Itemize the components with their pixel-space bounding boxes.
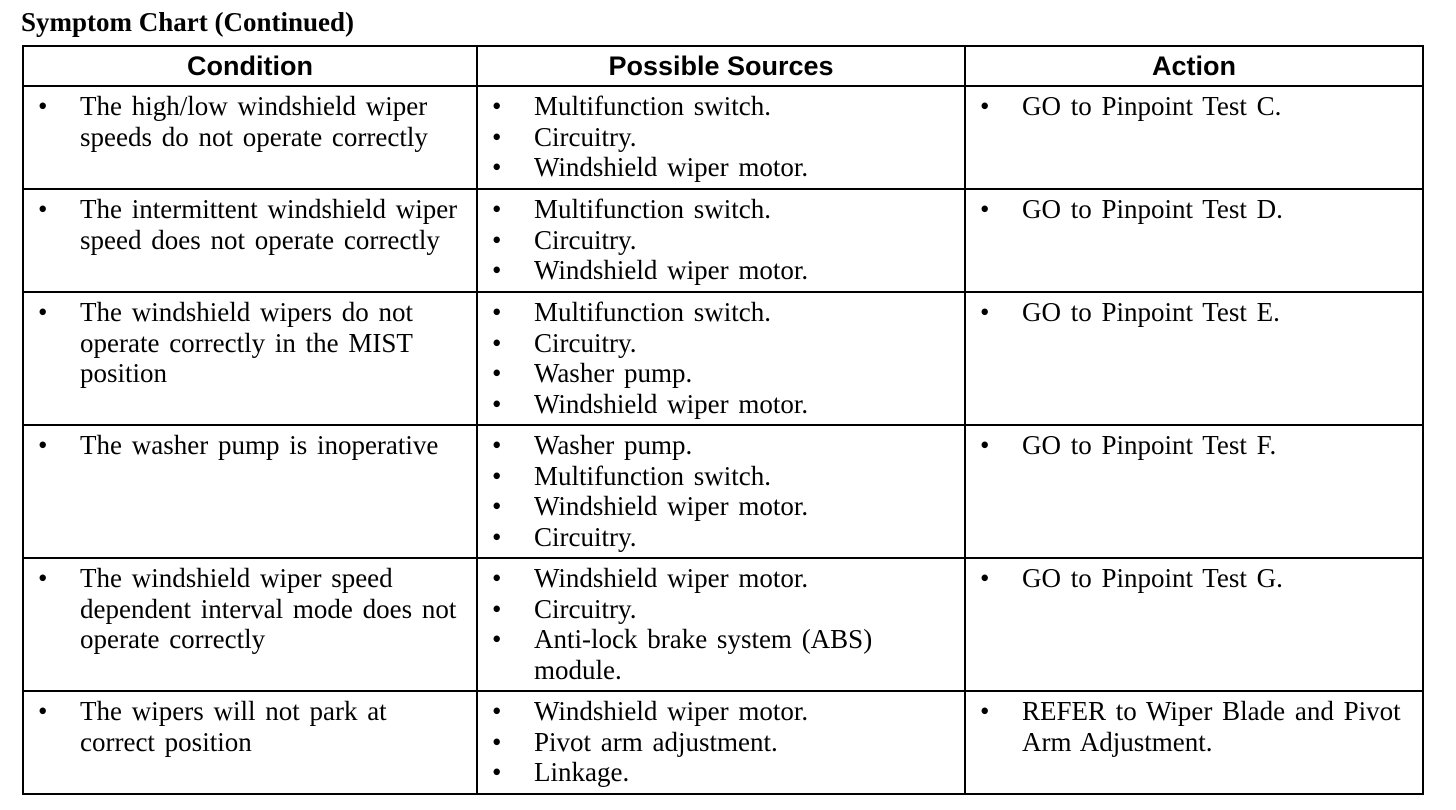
list-item: • Washer pump. bbox=[492, 430, 958, 461]
table-row bbox=[23, 558, 1423, 691]
list-item: • Windshield wiper motor. bbox=[492, 152, 958, 183]
bullet-list bbox=[38, 430, 470, 461]
table-row bbox=[23, 425, 1423, 558]
bullet-list bbox=[38, 696, 470, 757]
symptom-table bbox=[22, 45, 1424, 795]
bullet-list bbox=[38, 297, 470, 389]
action-cell bbox=[965, 558, 1423, 691]
list-item: • The windshield wipers do not operate correctly in the MIST position bbox=[38, 297, 470, 389]
possible-sources-cell bbox=[477, 292, 965, 425]
list-item: • Pivot arm adjustment. bbox=[492, 727, 958, 758]
list-item: • The intermittent windshield wiper speed does not operate correctly bbox=[38, 194, 470, 255]
list-item: • Windshield wiper motor. bbox=[492, 255, 958, 286]
possible-sources-cell bbox=[477, 558, 965, 691]
column-header-action: Action bbox=[965, 46, 1423, 86]
list-item: • GO to Pinpoint Test D. bbox=[980, 194, 1416, 225]
bullet-list bbox=[38, 91, 470, 152]
bullet-list bbox=[492, 91, 958, 183]
list-item: • GO to Pinpoint Test C. bbox=[980, 91, 1416, 122]
list-item: • REFER to Wiper Blade and Pivot Arm Adjustment. bbox=[980, 696, 1416, 757]
list-item: • The high/low windshield wiper speeds do not operate correctly bbox=[38, 91, 470, 152]
condition-cell bbox=[23, 292, 477, 425]
table-header-row bbox=[23, 46, 1423, 86]
condition-cell bbox=[23, 558, 477, 691]
list-item: • Multifunction switch. bbox=[492, 91, 958, 122]
action-cell bbox=[965, 292, 1423, 425]
possible-sources-cell bbox=[477, 425, 965, 558]
list-item: • GO to Pinpoint Test G. bbox=[980, 563, 1416, 594]
table-row bbox=[23, 86, 1423, 189]
condition-cell bbox=[23, 189, 477, 292]
bullet-list bbox=[980, 563, 1416, 594]
list-item: • Circuitry. bbox=[492, 328, 958, 359]
bullet-list bbox=[980, 430, 1416, 461]
page-title: Symptom Chart (Continued) bbox=[21, 7, 355, 37]
list-item: • Windshield wiper motor. bbox=[492, 389, 958, 420]
list-item: • Circuitry. bbox=[492, 225, 958, 256]
bullet-list bbox=[980, 297, 1416, 328]
list-item: • Circuitry. bbox=[492, 522, 958, 553]
condition-cell bbox=[23, 425, 477, 558]
action-cell bbox=[965, 86, 1423, 189]
list-item: • Circuitry. bbox=[492, 594, 958, 625]
bullet-list bbox=[492, 430, 958, 552]
list-item: • Multifunction switch. bbox=[492, 297, 958, 328]
table-row bbox=[23, 189, 1423, 292]
condition-cell bbox=[23, 691, 477, 794]
bullet-list bbox=[492, 194, 958, 286]
bullet-list bbox=[38, 194, 470, 255]
list-item: • The windshield wiper speed dependent interval mode does not operate correctly bbox=[38, 563, 470, 655]
possible-sources-cell bbox=[477, 189, 965, 292]
list-item: • GO to Pinpoint Test E. bbox=[980, 297, 1416, 328]
bullet-list bbox=[980, 194, 1416, 225]
possible-sources-cell bbox=[477, 86, 965, 189]
list-item: • The wipers will not park at correct position bbox=[38, 696, 470, 757]
table-row bbox=[23, 691, 1423, 794]
list-item: • Windshield wiper motor. bbox=[492, 563, 958, 594]
list-item: • The washer pump is inoperative bbox=[38, 430, 470, 461]
bullet-list bbox=[980, 696, 1416, 757]
table-row bbox=[23, 292, 1423, 425]
table-body bbox=[23, 86, 1423, 794]
action-cell bbox=[965, 189, 1423, 292]
bullet-list bbox=[492, 563, 958, 685]
list-item: • Circuitry. bbox=[492, 122, 958, 153]
list-item: • Windshield wiper motor. bbox=[492, 696, 958, 727]
possible-sources-cell bbox=[477, 691, 965, 794]
bullet-list bbox=[492, 297, 958, 419]
bullet-list bbox=[38, 563, 470, 655]
condition-cell bbox=[23, 86, 477, 189]
list-item: • Windshield wiper motor. bbox=[492, 491, 958, 522]
bullet-list bbox=[492, 696, 958, 788]
bullet-list bbox=[980, 91, 1416, 122]
list-item: • Multifunction switch. bbox=[492, 194, 958, 225]
column-header-possible-sources: Possible Sources bbox=[477, 46, 965, 86]
list-item: • Washer pump. bbox=[492, 358, 958, 389]
list-item: • Linkage. bbox=[492, 757, 958, 788]
action-cell bbox=[965, 425, 1423, 558]
list-item: • GO to Pinpoint Test F. bbox=[980, 430, 1416, 461]
column-header-condition: Condition bbox=[23, 46, 477, 86]
list-item: • Multifunction switch. bbox=[492, 461, 958, 492]
action-cell bbox=[965, 691, 1423, 794]
list-item: • Anti-lock brake system (ABS) module. bbox=[492, 624, 958, 685]
